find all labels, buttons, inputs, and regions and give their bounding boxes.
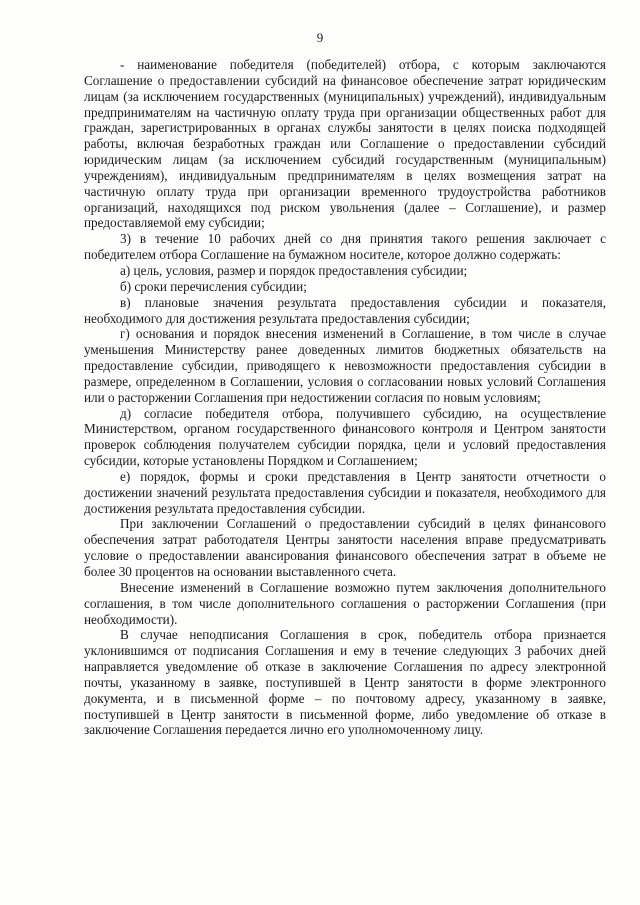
list-item-d: д) согласие победителя отбора, получившего субсидию, на осуществление Министерством, органом государственного финансового контроля и Центром занятости проверок соблюдения получателем субсидии порядка, цели и условий предоставления субсидии, которые установлены Порядком и Соглашением;	[84, 405, 606, 469]
list-item-a: а) цель, условия, размер и порядок предоставления субсидии;	[120, 262, 468, 278]
paragraph-advance-payment: При заключении Соглашений о предоставлении субсидий в целях финансового обеспечения затрат работодателя Центры занятости населения вправе предусматривать условие о предоставлении авансирования финансового обеспечения затрат в объеме не более 30 процентов на основании выставленного счета.	[84, 516, 606, 579]
page-number: 9	[316, 30, 324, 45]
paragraph-item-3: 3) в течение 10 рабочих дней со дня принятия такого решения заключает с победителем отбора Соглашение на бумажном носителе, которое должно содержать:	[84, 231, 606, 263]
document-body	[84, 57, 606, 738]
list-item-b: б) сроки перечисления субсидии;	[120, 278, 307, 294]
list-item-v: в) плановые значения результата предоставления субсидии и показателя, необходимого для достижения результата предоставления субсидии;	[84, 294, 606, 326]
paragraph-non-signing: В случае неподписания Соглашения в срок, победитель отбора признается уклонившимся от подписания Соглашения и ему в течение следующих 3 рабочих дней направляется уведомление об отказе в заключение Соглашения по адресу электронной почты, указанному в заявке, поступившей в Центр занятости в форме электронного документа, и в письменной форме – по почтовому адресу, указанному в заявке, поступившей в Центр занятости в письменной форме, либо уведомление об отказе в заключение Соглашения передается лично его уполномоченному лицу.	[84, 627, 606, 738]
paragraph-amendments: Внесение изменений в Соглашение возможно путем заключения дополнительного соглашения, в том числе дополнительного соглашения о расторжении Соглашения (при необходимости).	[84, 579, 606, 627]
list-item-g: г) основания и порядок внесения изменений в Соглашение, в том числе в случае уменьшения Министерству ранее доведенных лимитов бюджетных обязательств на предоставление субсидии, приводящего к невозможности предоставления субсидии в размере, определенном в Соглашении, условия о согласовании новых условий Соглашения или о расторжении Соглашения при недостижении согласия по новым условиям;	[84, 326, 606, 405]
paragraph-winner-name: - наименование победителя (победителей) отбора, с которым заключаются Соглашение о предоставлении субсидий на финансовое обеспечение затрат юридическим лицам (за исключением государственных (муниципальных) учреждений), индивидуальным предпринимателям на частичную оплату труда при организации общественных работ для граждан, зарегистрированных в органах службы занятости в целях поиска подходящей работы, включая безработных граждан или Соглашение о предоставлении субсидий юридическим лицам (за исключением субсидий государственным (муниципальным) учреждениям), индивидуальным предпринимателям в целях возмещения затрат на частичную оплату труда при организации временного трудоустройства работников организаций, находящихся под риском увольнения (далее – Соглашение), и размер предоставляемой ему субсидии;	[84, 57, 606, 231]
list-item-e: е) порядок, формы и сроки представления в Центр занятости отчетности о достижении значений результата предоставления субсидии и показателя, необходимого для достижения результата предоставления субсидии.	[84, 468, 606, 516]
